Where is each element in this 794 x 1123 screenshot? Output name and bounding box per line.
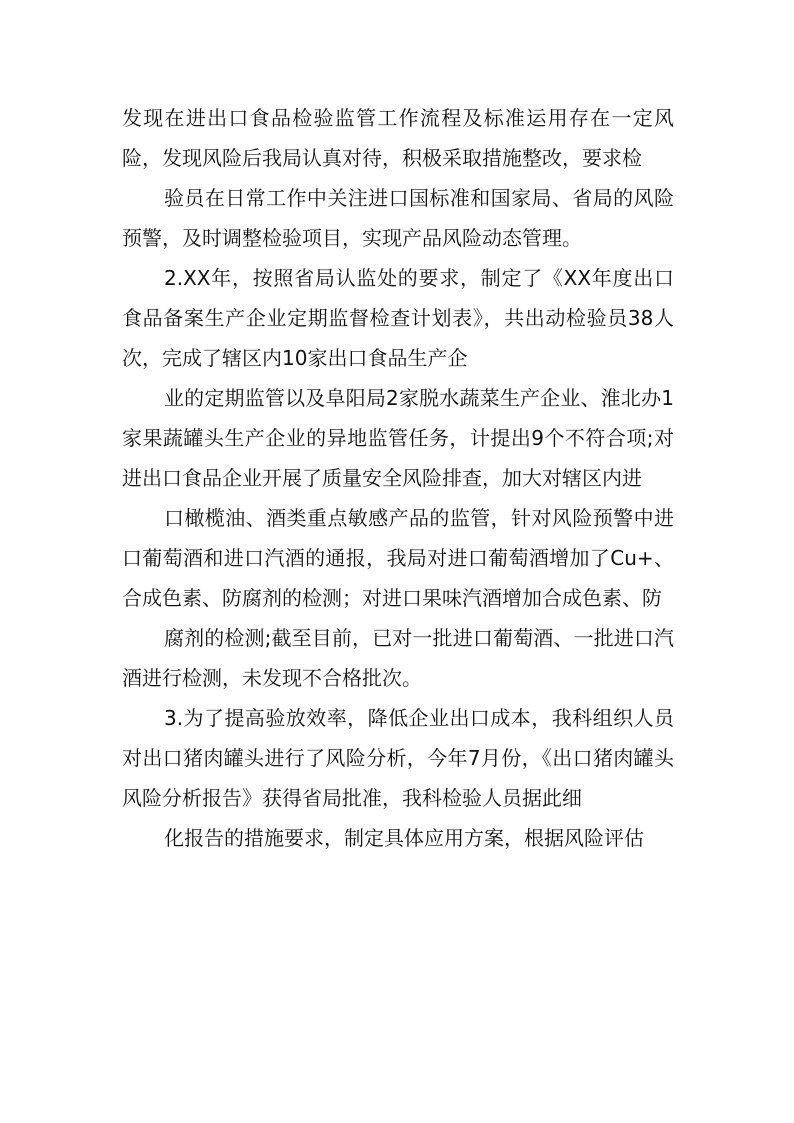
paragraph-2: 验员在日常工作中关注进口国标准和国家局、省局的风险预警，及时调整检验项目，实现产品风险动态管理。 (122, 186, 674, 250)
paragraph-5: 口橄榄油、酒类重点敏感产品的监管，针对风险预警中进口葡萄酒和进口汽酒的通报，我局对进口葡萄酒增加了Cu+、合成色素、防腐剂的检测；对进口果味汽酒增加合成色素、防 (122, 506, 674, 610)
paragraph-1: 发现在进出口食品检验监管工作流程及标准运用存在一定风险，发现风险后我局认真对待，积极采取措施整改，要求检 (122, 106, 674, 170)
paragraph-3: 2.XX年，按照省局认监处的要求，制定了《XX年度出口食品备案生产企业定期监督检查计划表》，共出动检验员38人次，完成了辖区内10家出口食品生产企 (122, 266, 674, 370)
paragraph-4: 业的定期监管以及阜阳局2家脱水蔬菜生产企业、淮北办1家果蔬罐头生产企业的异地监管任务，计提出9个不符合项;对进出口食品企业开展了质量安全风险排查，加大对辖区内进 (122, 386, 674, 490)
paragraph-6: 腐剂的检测;截至目前，已对一批进口葡萄酒、一批进口汽酒进行检测，未发现不合格批次。 (122, 626, 674, 690)
paragraph-8: 化报告的措施要求，制定具体应用方案，根据风险评估 (164, 826, 644, 850)
paragraph-7: 3.为了提高验放效率，降低企业出口成本，我科组织人员对出口猪肉罐头进行了风险分析，今年7月份，《出口猪肉罐头风险分析报告》获得省局批准，我科检验人员据此细 (122, 706, 674, 810)
document-body (122, 98, 674, 858)
